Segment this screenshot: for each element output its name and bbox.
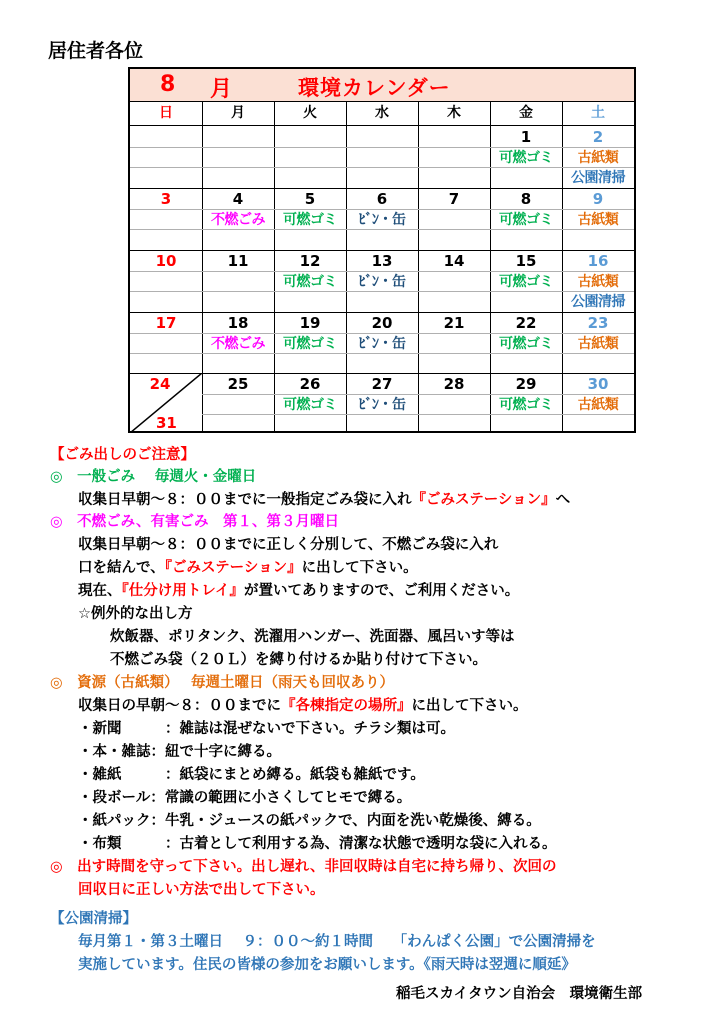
burnable-tag: 可燃ゴミ bbox=[499, 397, 553, 413]
time-warning-1: ◎ 出す時間を守って下さい。出し遅れ、非回収時は自宅に持ち帰り、次回の bbox=[50, 859, 557, 875]
resource-body: 収集日の早朝～８：００までに『各棟指定の場所』に出して下さい。 bbox=[78, 698, 528, 714]
month-label: 月 bbox=[210, 77, 233, 102]
date-25: 25 bbox=[227, 375, 249, 393]
nonburnable-body-1: 収集日早朝～８：００までに正しく分別して、不燃ごみ袋に入れ bbox=[78, 537, 499, 553]
date-4: 4 bbox=[232, 190, 244, 208]
old-paper-tag: 古紙類 bbox=[577, 212, 619, 228]
nonburnable-body-3: 現在、『仕分け用トレイ』が置いてありますので、ご利用ください。 bbox=[78, 583, 520, 599]
date-16: 16 bbox=[587, 252, 609, 270]
date-22: 22 bbox=[515, 314, 537, 332]
resource-item: ・紙パック：牛乳・ジュースの紙パックで、内面を洗い乾燥後、縛る。 bbox=[78, 813, 541, 829]
old-paper-tag: 古紙類 bbox=[577, 336, 619, 352]
burnable-tag: 可燃ゴミ bbox=[499, 150, 553, 166]
bottles-cans-tag: ﾋﾞﾝ・缶 bbox=[358, 274, 406, 290]
resource-item: ・新聞 ：雑誌は混ぜないで下さい。チラシ類は可。 bbox=[78, 721, 455, 737]
resource-title: ◎ 資源（古紙類） 毎週土曜日（雨天も回収あり） bbox=[50, 675, 394, 691]
general-garbage-body: 収集日早朝～８：００までに一般指定ごみ袋に入れ『ごみステーション』へ bbox=[78, 492, 571, 508]
date-18: 18 bbox=[227, 314, 249, 332]
park-cleaning-tag: 公園清掃 bbox=[571, 170, 625, 186]
dow-sunday: 日 bbox=[159, 105, 173, 121]
burnable-tag: 可燃ゴミ bbox=[283, 212, 337, 228]
dow-wednesday: 水 bbox=[375, 105, 389, 121]
nonburnable-title: ◎ 不燃ごみ、有害ごみ 第１、第３月曜日 bbox=[50, 514, 340, 530]
date-14: 14 bbox=[443, 252, 465, 270]
bottles-cans-tag: ﾋﾞﾝ・缶 bbox=[358, 397, 406, 413]
date-1: 1 bbox=[520, 128, 532, 146]
resource-item: ・本・雑誌：紐で十字に縛る。 bbox=[78, 744, 281, 760]
date-13: 13 bbox=[371, 252, 393, 270]
calendar-header bbox=[130, 69, 634, 102]
addressee: 居住者各位 bbox=[48, 40, 144, 62]
date-23: 23 bbox=[587, 314, 609, 332]
park-body-1: 毎月第１・第３土曜日 ９：００～約１時間 「わんぱく公園」で公園清掃を bbox=[78, 934, 596, 950]
calendar-title: 環境カレンダー bbox=[298, 76, 451, 100]
resource-item: ・布類 ：古着として利用する為、清潔な状態で透明な袋に入れる。 bbox=[78, 836, 557, 852]
date-24: 24 bbox=[149, 375, 171, 393]
resource-item: ・雑紙 ：紙袋にまとめ縛る。紙袋も雑紙です。 bbox=[78, 767, 425, 783]
date-31: 31 bbox=[156, 414, 177, 432]
date-29: 29 bbox=[515, 375, 537, 393]
dow-saturday: 土 bbox=[591, 105, 605, 121]
time-warning-2: 回収日に正しい方法で出して下さい。 bbox=[78, 882, 325, 898]
date-9: 9 bbox=[592, 190, 604, 208]
date-30: 30 bbox=[587, 375, 609, 393]
exception-body-1: 炊飯器、ポリタンク、洗濯用ハンガー、洗面器、風呂いす等は bbox=[110, 629, 515, 645]
date-28: 28 bbox=[443, 375, 465, 393]
burnable-tag: 可燃ゴミ bbox=[499, 274, 553, 290]
park-body-2: 実施しています。住民の皆様の参加をお願いします。《雨天時は翌週に順延》 bbox=[78, 957, 576, 973]
date-27: 27 bbox=[371, 375, 393, 393]
old-paper-tag: 古紙類 bbox=[577, 397, 619, 413]
burnable-tag: 可燃ゴミ bbox=[499, 336, 553, 352]
burnable-tag: 可燃ゴミ bbox=[283, 274, 337, 290]
date-6: 6 bbox=[376, 190, 388, 208]
signature: 稲毛スカイタウン自治会 環境衛生部 bbox=[396, 986, 643, 1002]
nonburnable-tag: 不燃ごみ bbox=[211, 212, 265, 228]
date-26: 26 bbox=[299, 375, 321, 393]
month-number: 8 bbox=[160, 72, 176, 97]
date-21: 21 bbox=[443, 314, 465, 332]
date-7: 7 bbox=[448, 190, 460, 208]
nonburnable-body-2: 口を結んで、『ごみステーション』に出して下さい。 bbox=[78, 560, 418, 576]
bottles-cans-tag: ﾋﾞﾝ・缶 bbox=[358, 212, 406, 228]
date-15: 15 bbox=[515, 252, 537, 270]
general-garbage-title: ◎ 一般ごみ 毎週火・金曜日 bbox=[50, 469, 257, 485]
dow-friday: 金 bbox=[519, 105, 533, 121]
park-heading: 【公園清掃】 bbox=[50, 911, 137, 927]
burnable-tag: 可燃ゴミ bbox=[283, 397, 337, 413]
date-20: 20 bbox=[371, 314, 393, 332]
dow-tuesday: 火 bbox=[303, 105, 317, 121]
park-cleaning-tag: 公園清掃 bbox=[571, 294, 625, 310]
old-paper-tag: 古紙類 bbox=[577, 274, 619, 290]
exception-body-2: 不燃ごみ袋（２０Ｌ）を縛り付けるか貼り付けて下さい。 bbox=[110, 652, 487, 668]
date-5: 5 bbox=[304, 190, 316, 208]
date-12: 12 bbox=[299, 252, 321, 270]
bottles-cans-tag: ﾋﾞﾝ・缶 bbox=[358, 336, 406, 352]
exception-title: ☆例外的な出し方 bbox=[78, 606, 193, 622]
notes-heading: 【ごみ出しのご注意】 bbox=[50, 447, 195, 463]
date-19: 19 bbox=[299, 314, 321, 332]
environment-calendar bbox=[128, 67, 636, 433]
resource-item: ・段ボール：常識の範囲に小さくしてヒモで縛る。 bbox=[78, 790, 412, 806]
day-of-week-row bbox=[130, 101, 634, 126]
date-8: 8 bbox=[520, 190, 532, 208]
date-2: 2 bbox=[592, 128, 604, 146]
date-11: 11 bbox=[227, 252, 249, 270]
date-3: 3 bbox=[160, 190, 172, 208]
old-paper-tag: 古紙類 bbox=[577, 150, 619, 166]
date-10: 10 bbox=[155, 252, 177, 270]
burnable-tag: 可燃ゴミ bbox=[499, 212, 553, 228]
date-17: 17 bbox=[155, 314, 177, 332]
dow-monday: 月 bbox=[231, 105, 245, 121]
nonburnable-tag: 不燃ごみ bbox=[211, 336, 265, 352]
dow-thursday: 木 bbox=[447, 105, 461, 121]
burnable-tag: 可燃ゴミ bbox=[283, 336, 337, 352]
